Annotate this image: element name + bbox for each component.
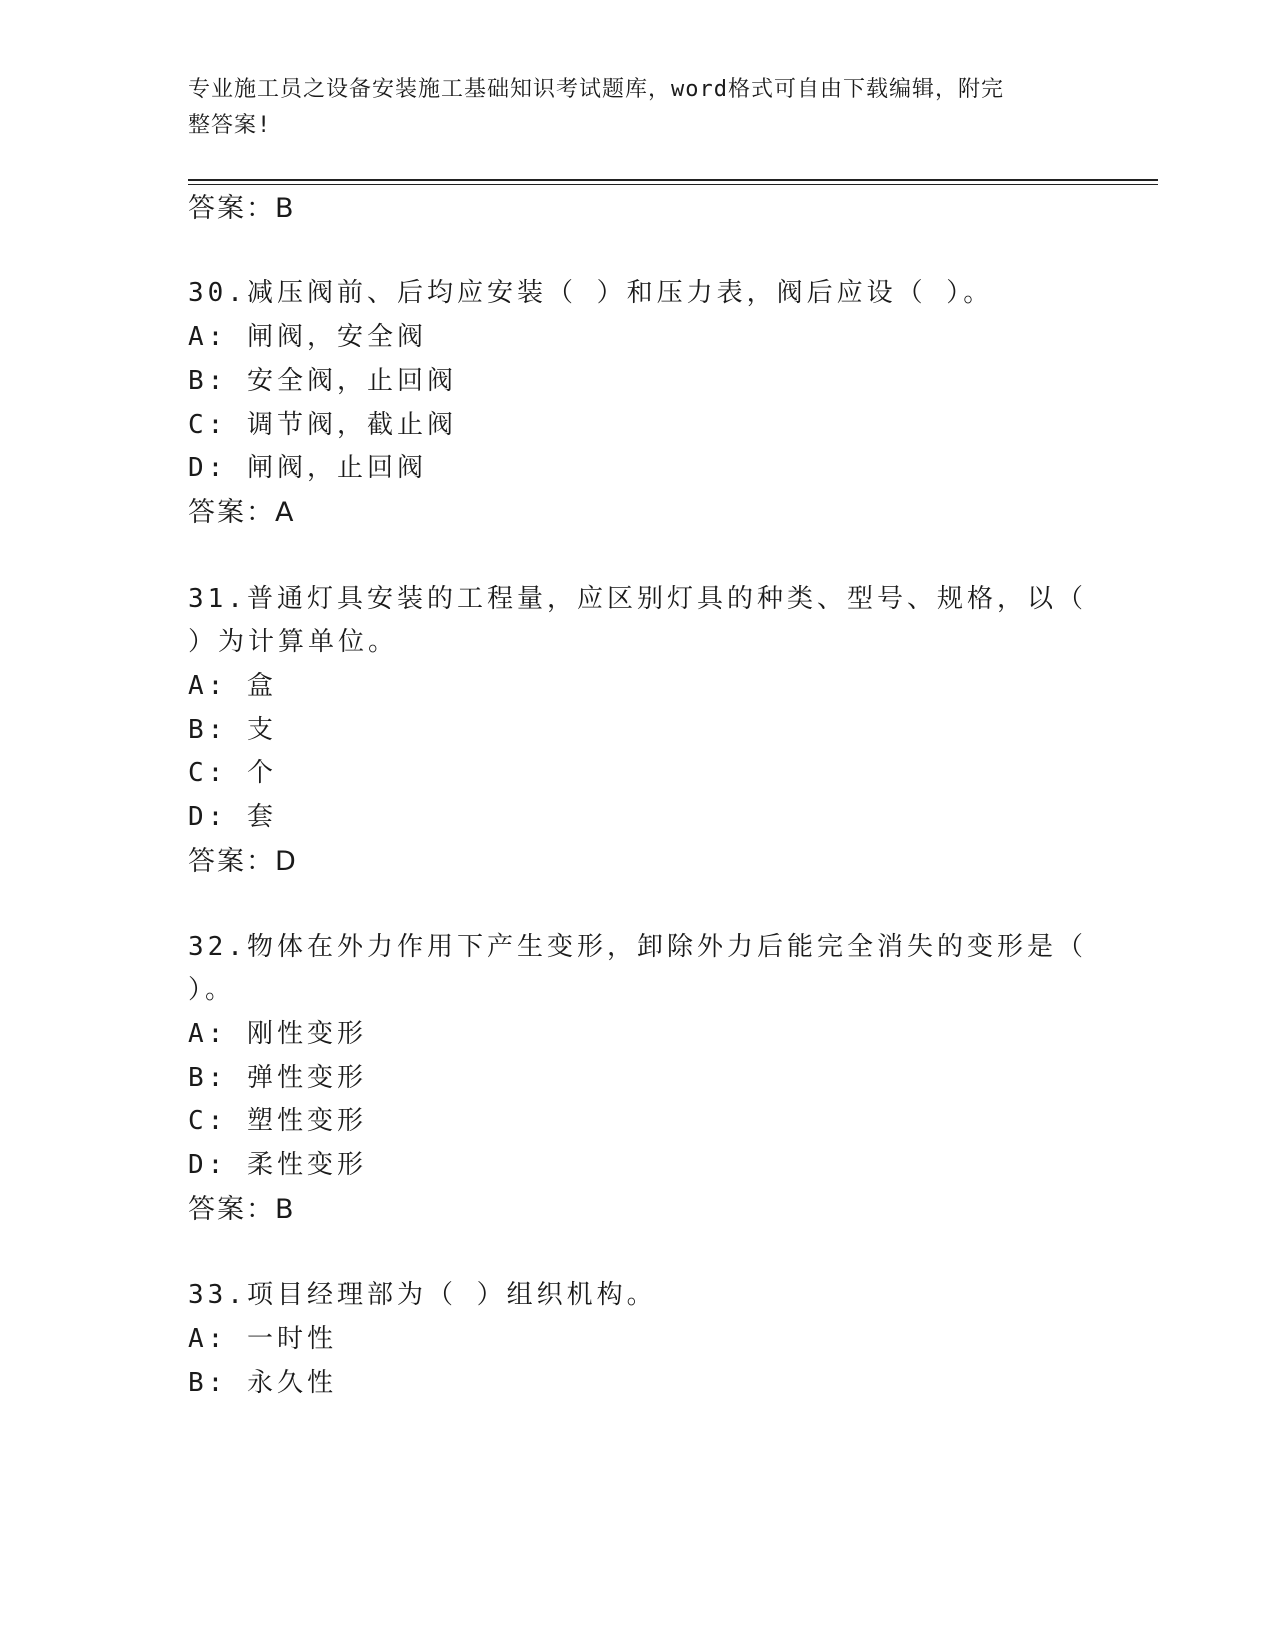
question-32-answer: 答案：B [188, 1194, 296, 1225]
question-31-answer: 答案：D [188, 846, 298, 877]
question-31-stem-line-2: ）为计算单位。 [188, 627, 399, 657]
question-32-stem-line-2: ）。 [188, 975, 236, 1005]
question-32-option-b: B: 弹性变形 [188, 1063, 367, 1093]
question-31-stem-line-1: 31.普通灯具安装的工程量，应区别灯具的种类、型号、规格，以（ [188, 584, 1087, 614]
question-31-option-a: A: 盒 [188, 671, 277, 701]
question-30-option-b: B: 安全阀，止回阀 [188, 366, 457, 396]
document-header [188, 72, 1068, 144]
header-divider-thin [188, 184, 1158, 185]
question-30-option-d: D: 闸阀，止回阀 [188, 453, 427, 483]
answer-previous: 答案：B [188, 193, 296, 224]
question-32-stem-line-1: 32.物体在外力作用下产生变形，卸除外力后能完全消失的变形是（ [188, 932, 1087, 962]
question-30-option-a: A: 闸阀，安全阀 [188, 322, 427, 352]
question-32-option-c: C: 塑性变形 [188, 1106, 367, 1136]
question-32-option-a: A: 刚性变形 [188, 1019, 367, 1049]
question-33-option-a: A: 一时性 [188, 1324, 337, 1354]
question-31-option-d: D: 套 [188, 802, 277, 832]
question-33-option-b: B: 永久性 [188, 1368, 337, 1398]
question-31-option-c: C: 个 [188, 758, 277, 788]
header-line-2: 整答案! [188, 113, 272, 138]
question-32-option-d: D: 柔性变形 [188, 1150, 367, 1180]
question-31-option-b: B: 支 [188, 715, 277, 745]
question-33-stem: 33.项目经理部为（ ）组织机构。 [188, 1280, 657, 1310]
question-30-stem: 30.减压阀前、后均应安装（ ）和压力表，阀后应设（ ）。 [188, 278, 994, 308]
header-divider-thick [188, 179, 1158, 181]
header-line-1: 专业施工员之设备安装施工基础知识考试题库，word格式可自由下载编辑，附完 [188, 77, 1004, 102]
question-30-option-c: C: 调节阀，截止阀 [188, 410, 457, 440]
question-30-answer: 答案：A [188, 497, 296, 528]
